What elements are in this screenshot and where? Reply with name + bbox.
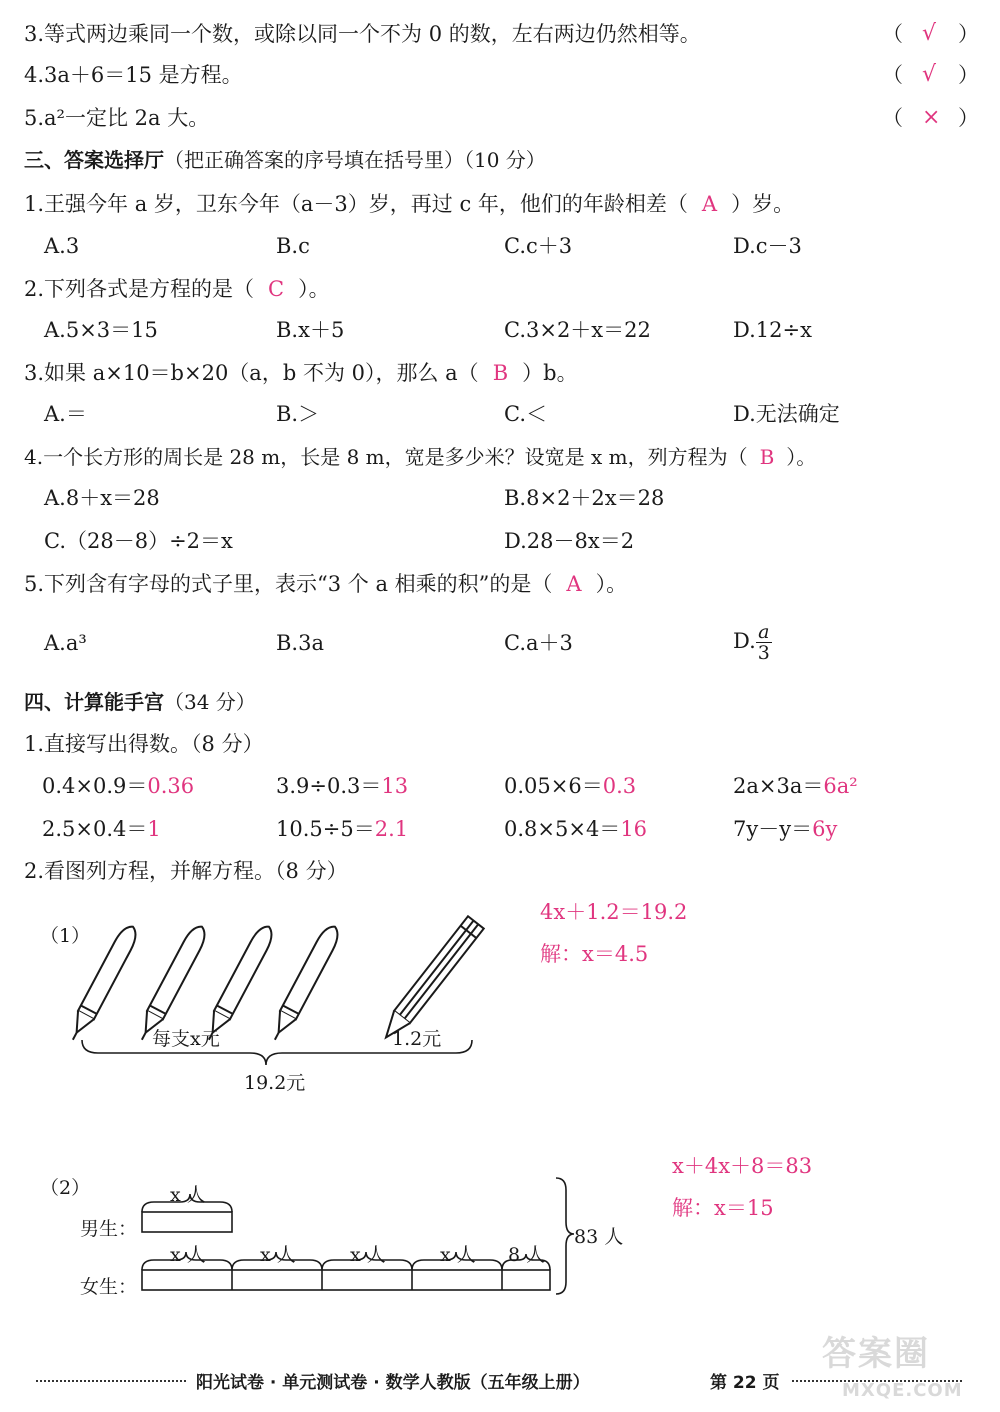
calc-item: 0.05×6＝0.3 bbox=[504, 774, 637, 798]
equation-answer: 4x＋1.2＝19.2 bbox=[540, 900, 688, 924]
extra-segment-label: 8 人 bbox=[508, 1244, 546, 1266]
check-mark: √ bbox=[922, 62, 937, 87]
pen-icon bbox=[267, 922, 343, 1043]
girls-segment-label: x 人 bbox=[170, 1244, 206, 1266]
option-b: B.c bbox=[276, 234, 310, 258]
option-c: C.（28－8）÷2＝x bbox=[44, 529, 233, 553]
option-d: D.12÷x bbox=[733, 318, 812, 342]
option-d: D.无法确定 bbox=[733, 402, 840, 426]
judge-paren-left: （ bbox=[882, 106, 903, 130]
option-b: B.8×2＋2x＝28 bbox=[504, 486, 665, 510]
pencil-price-label: 1.2元 bbox=[392, 1028, 442, 1050]
option-c: C.c＋3 bbox=[504, 234, 573, 258]
page-number: 第 22 页 bbox=[710, 1373, 780, 1393]
calc-item: 2a×3a＝6a² bbox=[733, 774, 858, 798]
problem-label: （1） bbox=[40, 925, 91, 947]
judge-paren-right: ） bbox=[958, 22, 979, 46]
answer-choice: A bbox=[566, 572, 582, 596]
judge-item-5: 5.a²一定比 2a 大。 bbox=[24, 106, 210, 130]
option-d: D. $\frac{a}{3}$ bbox=[733, 621, 770, 664]
solution-answer: 解：x＝15 bbox=[672, 1196, 774, 1220]
option-d: D.c－3 bbox=[733, 234, 802, 258]
judge-item-4: 4.3a＋6＝15 是方程。 bbox=[24, 63, 243, 87]
option-c: C.a＋3 bbox=[504, 631, 573, 655]
girls-segment-label: x 人 bbox=[350, 1244, 386, 1266]
compute-q1-title: 1.直接写出得数。（8 分） bbox=[24, 732, 264, 756]
option-b: B.＞ bbox=[276, 402, 320, 426]
calc-item: 0.4×0.9＝0.36 bbox=[42, 774, 195, 798]
total-price-label: 19.2元 bbox=[244, 1072, 306, 1094]
answer-choice: B bbox=[759, 445, 775, 469]
check-mark: √ bbox=[922, 21, 937, 46]
option-b: B.3a bbox=[276, 631, 324, 655]
girls-segment-label: x 人 bbox=[440, 1244, 476, 1266]
option-d: D.28－8x＝2 bbox=[504, 529, 635, 553]
pen-icon bbox=[70, 922, 141, 1043]
calc-item: 2.5×0.4＝1 bbox=[42, 817, 161, 841]
option-c: C.3×2＋x＝22 bbox=[504, 318, 651, 342]
solution-answer: 解：x＝4.5 bbox=[540, 942, 649, 966]
answer-choice: B bbox=[492, 361, 509, 385]
option-c: C.＜ bbox=[504, 402, 547, 426]
judge-paren-right: ） bbox=[958, 106, 979, 130]
calc-item: 10.5÷5＝2.1 bbox=[276, 817, 409, 841]
option-a: A.8＋x＝28 bbox=[44, 486, 160, 510]
option-a: A.5×3＝15 bbox=[44, 318, 158, 342]
girls-label: 女生： bbox=[80, 1276, 138, 1298]
problem-label: （2） bbox=[40, 1177, 91, 1199]
calc-item: 0.8×5×4＝16 bbox=[504, 817, 648, 841]
girls-segment-label: x 人 bbox=[260, 1244, 296, 1266]
boys-label: 男生： bbox=[80, 1218, 138, 1240]
option-a: A.3 bbox=[44, 234, 80, 258]
judge-paren-right: ） bbox=[958, 63, 979, 87]
footer-title: 阳光试卷 · 单元测试卷 · 数学人教版（五年级上册） bbox=[196, 1373, 590, 1393]
footer-divider bbox=[36, 1380, 186, 1382]
option-b: B.x＋5 bbox=[276, 318, 345, 342]
option-a: A.a³ bbox=[44, 631, 87, 655]
compute-q2-title: 2.看图列方程，并解方程。（8 分） bbox=[24, 859, 348, 883]
answer-choice: C bbox=[268, 277, 285, 301]
calc-item: 7y－y＝6y bbox=[733, 817, 838, 841]
judge-item-3: 3.等式两边乘同一个数，或除以同一个不为 0 的数，左右两边仍然相等。 bbox=[24, 22, 701, 46]
fraction: $\frac{a}{3}$ bbox=[757, 621, 770, 664]
equation-answer: x＋4x＋8＝83 bbox=[672, 1154, 813, 1178]
section-heading-compute: 四、计算能手宫（34 分） bbox=[24, 690, 256, 714]
calc-item: 3.9÷0.3＝13 bbox=[276, 774, 409, 798]
judge-paren-left: （ bbox=[882, 63, 903, 87]
judge-paren-left: （ bbox=[882, 22, 903, 46]
boys-segment-label: x 人 bbox=[170, 1184, 206, 1206]
pen-price-label: 每支x元 bbox=[152, 1028, 220, 1050]
answer-choice: A bbox=[701, 192, 718, 216]
option-a: A.＝ bbox=[44, 402, 87, 426]
cross-mark: × bbox=[922, 105, 941, 130]
total-people-label: 83 人 bbox=[574, 1226, 624, 1248]
section-heading-choice: 三、答案选择厅（把正确答案的序号填在括号里）（10 分） bbox=[24, 148, 546, 172]
